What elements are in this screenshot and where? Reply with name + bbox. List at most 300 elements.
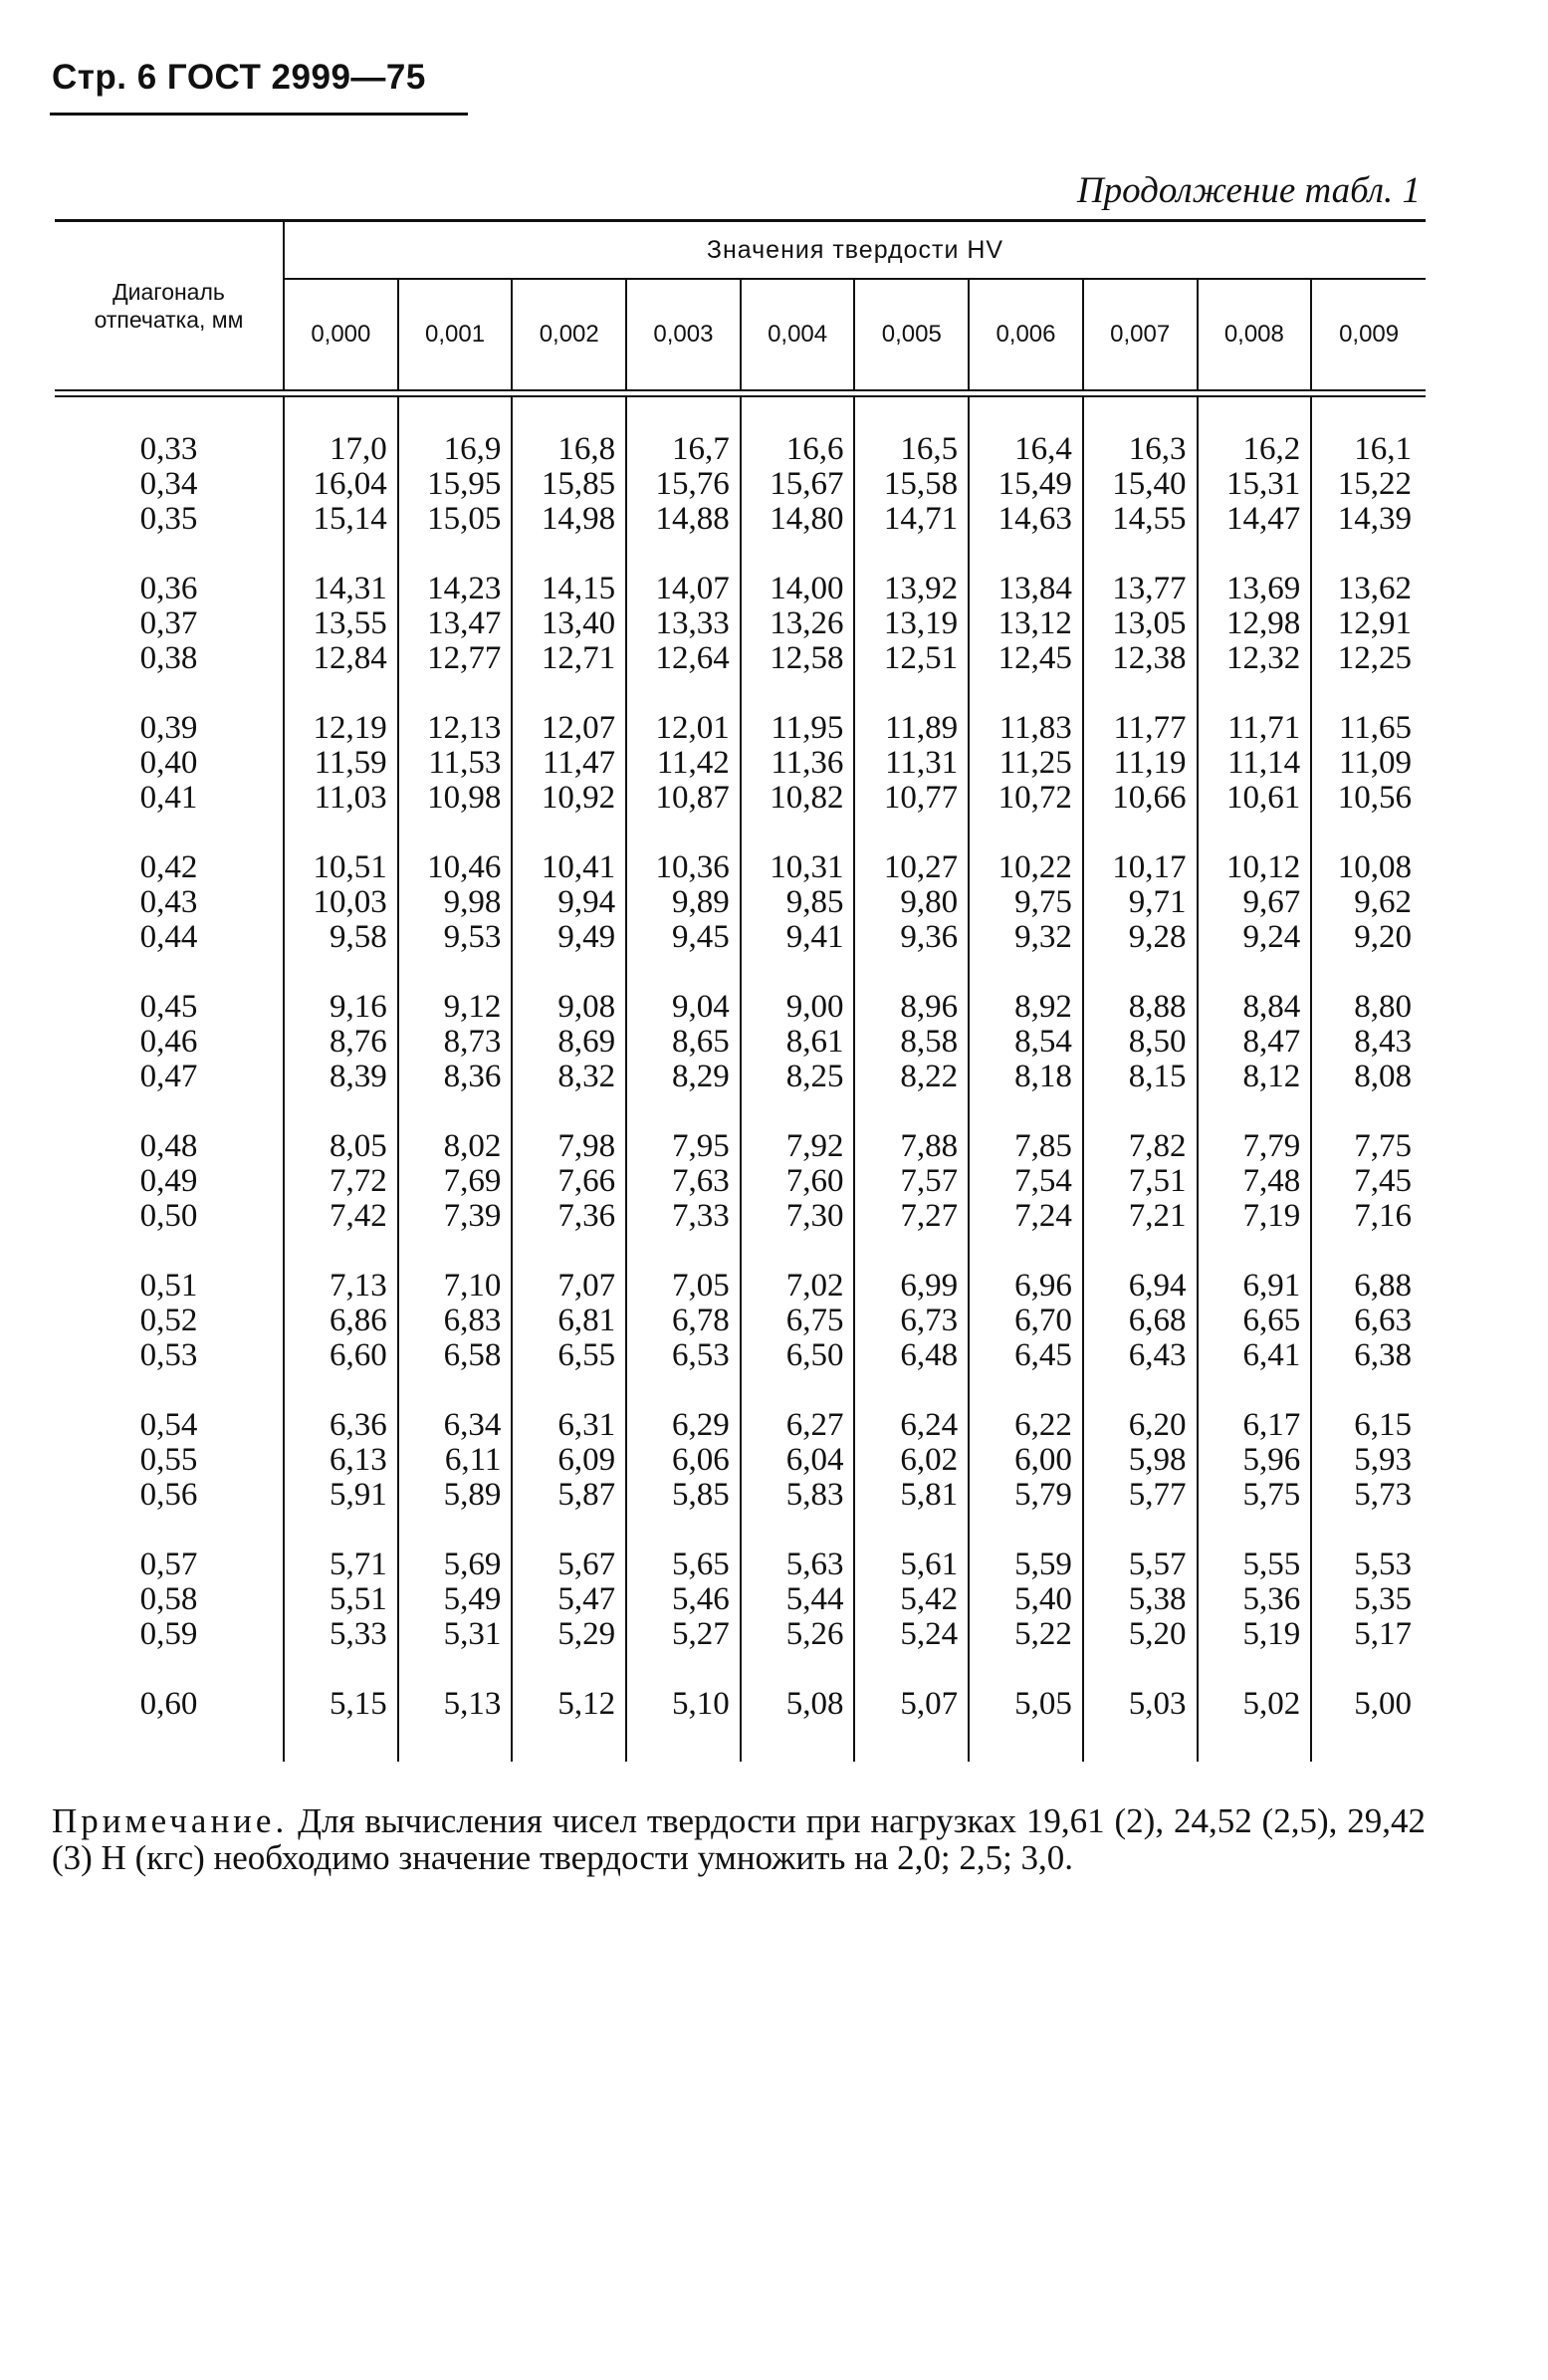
table-continuation-label: Продолжение табл. 1 bbox=[1076, 170, 1421, 211]
hardness-value-cell: 15,22 bbox=[1337, 466, 1412, 502]
hardness-table-container bbox=[55, 219, 1426, 1762]
column-header: 0,003 bbox=[626, 279, 741, 390]
hardness-value-cell: 10,46 bbox=[398, 850, 513, 885]
table-row bbox=[55, 1443, 1426, 1478]
hardness-value-cell: 8,69 bbox=[512, 1025, 626, 1060]
hardness-value-cell: 5,38 bbox=[1083, 1582, 1198, 1617]
hardness-value-cell: 11,59 bbox=[284, 746, 398, 781]
hardness-value-cell: 6,45 bbox=[969, 1338, 1083, 1373]
hardness-value-cell: 6,04 bbox=[741, 1443, 855, 1478]
table-row bbox=[55, 1547, 1426, 1582]
hardness-value-cell: 16,8 bbox=[512, 432, 626, 467]
hardness-value-cell: 6,22 bbox=[969, 1408, 1083, 1443]
hardness-value-cell: 5,83 bbox=[741, 1478, 855, 1513]
hardness-value-cell: 8,84 bbox=[1198, 990, 1312, 1025]
table-row bbox=[55, 711, 1426, 746]
table-row bbox=[55, 432, 1426, 467]
column-header: 0,008 bbox=[1198, 279, 1312, 390]
row-spacer bbox=[55, 537, 1426, 572]
hardness-value-cell: 6,81 bbox=[512, 1304, 626, 1338]
hardness-value-cell: 9,49 bbox=[512, 920, 626, 955]
hardness-value-cell: 10,41 bbox=[512, 850, 626, 885]
hardness-value-cell: 10,87 bbox=[626, 781, 741, 816]
hardness-value-cell: 8,18 bbox=[969, 1060, 1083, 1094]
hardness-value-cell: 10,08 bbox=[1337, 849, 1412, 885]
row-spacer bbox=[55, 1094, 1426, 1129]
table-row bbox=[55, 990, 1426, 1025]
hardness-value-cell: 13,55 bbox=[284, 606, 398, 641]
hardness-value-cell: 15,05 bbox=[398, 502, 513, 537]
diagonal-cell: 0,50 bbox=[55, 1199, 284, 1234]
hardness-value-cell: 8,02 bbox=[398, 1129, 513, 1164]
hardness-value-cell: 7,45 bbox=[1354, 1163, 1412, 1199]
hardness-value-cell: 10,03 bbox=[284, 885, 398, 920]
hardness-value-cell: 6,63 bbox=[1354, 1303, 1412, 1338]
hardness-value-cell: 7,19 bbox=[1198, 1199, 1312, 1234]
hardness-value-cell: 7,72 bbox=[284, 1164, 398, 1199]
hardness-value-cell: 5,51 bbox=[284, 1582, 398, 1617]
hardness-value-cell: 5,40 bbox=[969, 1582, 1083, 1617]
diagonal-cell: 0,56 bbox=[55, 1478, 284, 1513]
hardness-value-cell: 8,61 bbox=[741, 1025, 855, 1060]
hardness-value-cell: 6,11 bbox=[398, 1443, 513, 1478]
hardness-value-cell: 7,98 bbox=[512, 1129, 626, 1164]
hardness-value-cell: 15,85 bbox=[512, 467, 626, 502]
hardness-value-cell: 9,28 bbox=[1083, 920, 1198, 955]
hardness-value-cell: 15,58 bbox=[854, 467, 969, 502]
header-rule bbox=[50, 113, 468, 116]
table-row bbox=[55, 572, 1426, 606]
table-row bbox=[55, 1408, 1426, 1443]
diagonal-cell: 0,57 bbox=[55, 1547, 284, 1582]
hardness-value-cell: 13,05 bbox=[1083, 606, 1198, 641]
hardness-value-cell: 11,95 bbox=[741, 711, 855, 746]
hardness-value-cell: 6,31 bbox=[512, 1408, 626, 1443]
hardness-value-cell: 5,55 bbox=[1198, 1547, 1312, 1582]
column-header: 0,002 bbox=[512, 279, 626, 390]
hardness-value-cell: 9,62 bbox=[1354, 884, 1412, 920]
column-header: 0,009 bbox=[1339, 321, 1400, 348]
hardness-value-cell: 16,6 bbox=[741, 432, 855, 467]
hardness-value-cell: 8,65 bbox=[626, 1025, 741, 1060]
table-row bbox=[55, 467, 1426, 502]
hardness-value-cell: 16,9 bbox=[398, 432, 513, 467]
hardness-value-cell: 11,47 bbox=[512, 746, 626, 781]
hardness-value-cell: 5,08 bbox=[741, 1687, 855, 1722]
hardness-value-cell: 9,12 bbox=[398, 990, 513, 1025]
hardness-value-cell: 6,02 bbox=[854, 1443, 969, 1478]
hardness-value-cell: 14,07 bbox=[626, 572, 741, 606]
hardness-value-cell: 9,16 bbox=[284, 990, 398, 1025]
diagonal-cell: 0,39 bbox=[55, 711, 284, 746]
hardness-value-cell: 8,39 bbox=[284, 1060, 398, 1094]
row-spacer bbox=[55, 396, 1426, 432]
hardness-value-cell: 7,82 bbox=[1083, 1129, 1198, 1164]
hardness-value-cell: 10,12 bbox=[1198, 850, 1312, 885]
diagonal-cell: 0,52 bbox=[55, 1304, 284, 1338]
hardness-value-cell: 12,19 bbox=[284, 711, 398, 746]
hardness-value-cell: 6,34 bbox=[398, 1408, 513, 1443]
hardness-value-cell: 5,07 bbox=[854, 1687, 969, 1722]
row-spacer bbox=[55, 955, 1426, 990]
hardness-value-cell: 16,7 bbox=[626, 432, 741, 467]
hardness-value-cell: 5,93 bbox=[1354, 1442, 1412, 1478]
table-row bbox=[55, 1129, 1426, 1164]
hardness-value-cell: 15,67 bbox=[741, 467, 855, 502]
hardness-value-cell: 6,00 bbox=[969, 1443, 1083, 1478]
hardness-value-cell: 6,86 bbox=[284, 1304, 398, 1338]
hardness-value-cell: 8,47 bbox=[1198, 1025, 1312, 1060]
hardness-value-cell: 11,25 bbox=[969, 746, 1083, 781]
hardness-value-cell: 5,10 bbox=[626, 1687, 741, 1722]
column-header: 0,006 bbox=[969, 279, 1083, 390]
hardness-value-cell: 12,98 bbox=[1198, 606, 1312, 641]
hardness-value-cell: 8,08 bbox=[1354, 1059, 1412, 1094]
hardness-value-cell: 6,78 bbox=[626, 1304, 741, 1338]
hardness-value-cell: 9,71 bbox=[1083, 885, 1198, 920]
hardness-value-cell: 8,29 bbox=[626, 1060, 741, 1094]
hardness-value-cell: 10,36 bbox=[626, 850, 741, 885]
hardness-value-cell: 9,41 bbox=[741, 920, 855, 955]
diagonal-cell: 0,48 bbox=[55, 1129, 284, 1164]
hardness-value-cell: 6,83 bbox=[398, 1304, 513, 1338]
hardness-value-cell: 5,29 bbox=[512, 1617, 626, 1652]
hardness-value-cell: 7,88 bbox=[854, 1129, 969, 1164]
hardness-value-cell: 10,92 bbox=[512, 781, 626, 816]
hardness-value-cell: 6,29 bbox=[626, 1408, 741, 1443]
hardness-value-cell: 13,26 bbox=[741, 606, 855, 641]
hardness-value-cell: 5,05 bbox=[969, 1687, 1083, 1722]
hardness-value-cell: 6,13 bbox=[284, 1443, 398, 1478]
hardness-value-cell: 5,33 bbox=[284, 1617, 398, 1652]
hardness-value-cell: 6,36 bbox=[284, 1408, 398, 1443]
diagonal-cell: 0,49 bbox=[55, 1164, 284, 1199]
hardness-value-cell: 9,24 bbox=[1198, 920, 1312, 955]
hardness-value-cell: 8,22 bbox=[854, 1060, 969, 1094]
hardness-value-cell: 6,41 bbox=[1198, 1338, 1312, 1373]
table-row bbox=[55, 746, 1426, 781]
hardness-value-cell: 7,10 bbox=[398, 1269, 513, 1304]
hardness-value-cell: 16,1 bbox=[1354, 431, 1412, 467]
hardness-value-cell: 5,46 bbox=[626, 1582, 741, 1617]
hardness-value-cell: 14,23 bbox=[398, 572, 513, 606]
hardness-value-cell: 5,53 bbox=[1354, 1547, 1412, 1582]
hardness-value-cell: 9,58 bbox=[284, 920, 398, 955]
column-header: 0,004 bbox=[741, 279, 855, 390]
hardness-value-cell: 8,50 bbox=[1083, 1025, 1198, 1060]
column-header: 0,000 bbox=[284, 279, 398, 390]
hardness-value-cell: 6,68 bbox=[1083, 1304, 1198, 1338]
page-header: Стр. 6 ГОСТ 2999—75 bbox=[52, 58, 426, 97]
hardness-value-cell: 6,70 bbox=[969, 1304, 1083, 1338]
hardness-value-cell: 8,73 bbox=[398, 1025, 513, 1060]
hardness-value-cell: 13,47 bbox=[398, 606, 513, 641]
hardness-value-cell: 5,75 bbox=[1198, 1478, 1312, 1513]
table-row bbox=[55, 1478, 1426, 1513]
hardness-value-cell: 6,91 bbox=[1198, 1269, 1312, 1304]
hardness-group-header: Значения твердости HV bbox=[284, 221, 1426, 280]
row-spacer bbox=[55, 1234, 1426, 1269]
table-row bbox=[55, 606, 1426, 641]
diagonal-cell: 0,44 bbox=[55, 920, 284, 955]
hardness-value-cell: 11,03 bbox=[284, 781, 398, 816]
hardness-value-cell: 5,79 bbox=[969, 1478, 1083, 1513]
hardness-value-cell: 10,56 bbox=[1337, 780, 1412, 816]
hardness-value-cell: 9,94 bbox=[512, 885, 626, 920]
hardness-value-cell: 5,81 bbox=[854, 1478, 969, 1513]
hardness-value-cell: 12,38 bbox=[1083, 641, 1198, 676]
hardness-value-cell: 5,71 bbox=[284, 1547, 398, 1582]
diagonal-cell: 0,33 bbox=[55, 432, 284, 467]
hardness-value-cell: 13,92 bbox=[854, 572, 969, 606]
hardness-value-cell: 8,54 bbox=[969, 1025, 1083, 1060]
hardness-value-cell: 7,51 bbox=[1083, 1164, 1198, 1199]
hardness-value-cell: 13,33 bbox=[626, 606, 741, 641]
hardness-value-cell: 13,62 bbox=[1337, 571, 1412, 606]
diagonal-cell: 0,59 bbox=[55, 1617, 284, 1652]
hardness-value-cell: 15,49 bbox=[969, 467, 1083, 502]
diagonal-cell: 0,51 bbox=[55, 1269, 284, 1304]
hardness-value-cell: 14,00 bbox=[741, 572, 855, 606]
hardness-value-cell: 6,09 bbox=[512, 1443, 626, 1478]
hardness-value-cell: 6,88 bbox=[1354, 1268, 1412, 1304]
hardness-value-cell: 6,20 bbox=[1083, 1408, 1198, 1443]
note-label: Примечание. bbox=[52, 1801, 289, 1840]
hardness-value-cell: 10,82 bbox=[741, 781, 855, 816]
hardness-value-cell: 5,57 bbox=[1083, 1547, 1198, 1582]
hardness-value-cell: 5,63 bbox=[741, 1547, 855, 1582]
hardness-value-cell: 7,21 bbox=[1083, 1199, 1198, 1234]
hardness-value-cell: 5,03 bbox=[1083, 1687, 1198, 1722]
table-row bbox=[55, 920, 1426, 955]
hardness-value-cell: 14,80 bbox=[741, 502, 855, 537]
hardness-value-cell: 6,60 bbox=[284, 1338, 398, 1373]
hardness-value-cell: 7,36 bbox=[512, 1199, 626, 1234]
row-spacer bbox=[55, 1513, 1426, 1547]
hardness-value-cell: 8,76 bbox=[284, 1025, 398, 1060]
hardness-value-cell: 7,75 bbox=[1354, 1128, 1412, 1164]
hardness-value-cell: 10,66 bbox=[1083, 781, 1198, 816]
hardness-value-cell: 9,67 bbox=[1198, 885, 1312, 920]
hardness-value-cell: 9,98 bbox=[398, 885, 513, 920]
hardness-value-cell: 12,64 bbox=[626, 641, 741, 676]
diagonal-cell: 0,41 bbox=[55, 781, 284, 816]
diagonal-cell: 0,34 bbox=[55, 467, 284, 502]
table-row bbox=[55, 1025, 1426, 1060]
hardness-value-cell: 8,80 bbox=[1354, 989, 1412, 1025]
hardness-value-cell: 5,87 bbox=[512, 1478, 626, 1513]
hardness-value-cell: 7,79 bbox=[1198, 1129, 1312, 1164]
hardness-value-cell: 16,2 bbox=[1198, 432, 1312, 467]
hardness-value-cell: 12,58 bbox=[741, 641, 855, 676]
hardness-value-cell: 8,58 bbox=[854, 1025, 969, 1060]
hardness-value-cell: 13,69 bbox=[1198, 572, 1312, 606]
hardness-value-cell: 10,61 bbox=[1198, 781, 1312, 816]
hardness-value-cell: 11,77 bbox=[1083, 711, 1198, 746]
table-row bbox=[55, 641, 1426, 676]
hardness-value-cell: 5,02 bbox=[1198, 1687, 1312, 1722]
hardness-value-cell: 10,98 bbox=[398, 781, 513, 816]
hardness-value-cell: 5,15 bbox=[284, 1687, 398, 1722]
hardness-value-cell: 11,36 bbox=[741, 746, 855, 781]
hardness-value-cell: 8,92 bbox=[969, 990, 1083, 1025]
diagonal-cell: 0,54 bbox=[55, 1408, 284, 1443]
hardness-value-cell: 11,53 bbox=[398, 746, 513, 781]
table-row bbox=[55, 1199, 1426, 1234]
hardness-value-cell: 10,51 bbox=[284, 850, 398, 885]
hardness-value-cell: 5,67 bbox=[512, 1547, 626, 1582]
hardness-value-cell: 5,27 bbox=[626, 1617, 741, 1652]
hardness-value-cell: 11,65 bbox=[1338, 710, 1412, 746]
table-row bbox=[55, 1304, 1426, 1338]
hardness-value-cell: 12,91 bbox=[1337, 605, 1412, 641]
hardness-value-cell: 6,99 bbox=[854, 1269, 969, 1304]
hardness-value-cell: 5,35 bbox=[1354, 1581, 1412, 1617]
hardness-value-cell: 7,05 bbox=[626, 1269, 741, 1304]
diagonal-cell: 0,36 bbox=[55, 572, 284, 606]
table-note bbox=[52, 1802, 1426, 1876]
hardness-value-cell: 7,48 bbox=[1198, 1164, 1312, 1199]
hardness-value-cell: 5,20 bbox=[1083, 1617, 1198, 1652]
hardness-value-cell: 6,43 bbox=[1083, 1338, 1198, 1373]
hardness-value-cell: 9,04 bbox=[626, 990, 741, 1025]
hardness-value-cell: 12,45 bbox=[969, 641, 1083, 676]
hardness-value-cell: 12,25 bbox=[1337, 640, 1412, 676]
hardness-value-cell: 5,00 bbox=[1354, 1686, 1412, 1722]
hardness-value-cell: 6,58 bbox=[398, 1338, 513, 1373]
hardness-value-cell: 14,39 bbox=[1337, 501, 1412, 537]
diagonal-cell: 0,40 bbox=[55, 746, 284, 781]
hardness-value-cell: 9,08 bbox=[512, 990, 626, 1025]
hardness-value-cell: 10,72 bbox=[969, 781, 1083, 816]
hardness-value-cell: 9,36 bbox=[854, 920, 969, 955]
hardness-value-cell: 16,5 bbox=[854, 432, 969, 467]
table-body bbox=[55, 396, 1426, 1762]
hardness-value-cell: 5,13 bbox=[398, 1687, 513, 1722]
hardness-value-cell: 6,38 bbox=[1354, 1337, 1412, 1373]
table-row bbox=[55, 1617, 1426, 1652]
hardness-value-cell: 12,77 bbox=[398, 641, 513, 676]
hardness-value-cell: 5,17 bbox=[1354, 1616, 1412, 1652]
note-text: Для вычисления чисел твердости при нагрузках 19,61 (2), 24,52 (2,5), 29,42 (3) Н (кгс) необходимо значение твердости умножить на 2,0; 2,5; 3,0. bbox=[52, 1801, 1426, 1877]
hardness-value-cell: 9,00 bbox=[741, 990, 855, 1025]
hardness-value-cell: 5,22 bbox=[969, 1617, 1083, 1652]
column-header: 0,001 bbox=[398, 279, 513, 390]
column-header: 0,005 bbox=[854, 279, 969, 390]
hardness-value-cell: 15,76 bbox=[626, 467, 741, 502]
hardness-value-cell: 9,32 bbox=[969, 920, 1083, 955]
hardness-value-cell: 12,51 bbox=[854, 641, 969, 676]
hardness-value-cell: 15,40 bbox=[1083, 467, 1198, 502]
hardness-value-cell: 14,15 bbox=[512, 572, 626, 606]
hardness-value-cell: 9,85 bbox=[741, 885, 855, 920]
diagonal-cell: 0,37 bbox=[55, 606, 284, 641]
hardness-value-cell: 6,48 bbox=[854, 1338, 969, 1373]
diagonal-cell: 0,60 bbox=[55, 1687, 284, 1722]
hardness-value-cell: 8,43 bbox=[1354, 1024, 1412, 1060]
hardness-value-cell: 7,85 bbox=[969, 1129, 1083, 1164]
hardness-value-cell: 9,75 bbox=[969, 885, 1083, 920]
hardness-value-cell: 7,27 bbox=[854, 1199, 969, 1234]
hardness-value-cell: 10,27 bbox=[854, 850, 969, 885]
hardness-value-cell: 7,13 bbox=[284, 1269, 398, 1304]
hardness-value-cell: 11,89 bbox=[854, 711, 969, 746]
table-row bbox=[55, 1060, 1426, 1094]
hardness-value-cell: 10,77 bbox=[854, 781, 969, 816]
hardness-value-cell: 7,69 bbox=[398, 1164, 513, 1199]
hardness-value-cell: 11,42 bbox=[626, 746, 741, 781]
hardness-value-cell: 13,19 bbox=[854, 606, 969, 641]
diagonal-cell: 0,47 bbox=[55, 1060, 284, 1094]
row-spacer bbox=[55, 1373, 1426, 1408]
hardness-value-cell: 9,20 bbox=[1354, 919, 1412, 955]
hardness-value-cell: 7,63 bbox=[626, 1164, 741, 1199]
hardness-value-cell: 7,07 bbox=[512, 1269, 626, 1304]
hardness-value-cell: 8,96 bbox=[854, 990, 969, 1025]
row-spacer bbox=[55, 816, 1426, 850]
hardness-value-cell: 6,94 bbox=[1083, 1269, 1198, 1304]
hardness-value-cell: 14,63 bbox=[969, 502, 1083, 537]
hardness-value-cell: 5,44 bbox=[741, 1582, 855, 1617]
hardness-value-cell: 6,65 bbox=[1198, 1304, 1312, 1338]
table-row bbox=[55, 502, 1426, 537]
hardness-value-cell: 6,17 bbox=[1198, 1408, 1312, 1443]
hardness-value-cell: 8,12 bbox=[1198, 1060, 1312, 1094]
hardness-value-cell: 6,24 bbox=[854, 1408, 969, 1443]
hardness-value-cell: 16,04 bbox=[284, 467, 398, 502]
hardness-value-cell: 12,32 bbox=[1198, 641, 1312, 676]
table-row bbox=[55, 1582, 1426, 1617]
hardness-value-cell: 7,24 bbox=[969, 1199, 1083, 1234]
hardness-value-cell: 13,12 bbox=[969, 606, 1083, 641]
hardness-value-cell: 6,15 bbox=[1354, 1407, 1412, 1443]
table-row bbox=[55, 781, 1426, 816]
hardness-value-cell: 12,71 bbox=[512, 641, 626, 676]
hardness-value-cell: 6,50 bbox=[741, 1338, 855, 1373]
hardness-value-cell: 14,55 bbox=[1083, 502, 1198, 537]
hardness-value-cell: 5,89 bbox=[398, 1478, 513, 1513]
hardness-value-cell: 5,12 bbox=[512, 1687, 626, 1722]
hardness-value-cell: 11,09 bbox=[1338, 745, 1412, 781]
hardness-value-cell: 5,65 bbox=[626, 1547, 741, 1582]
row-spacer bbox=[55, 1722, 1426, 1762]
hardness-value-cell: 6,75 bbox=[741, 1304, 855, 1338]
hardness-value-cell: 17,0 bbox=[284, 432, 398, 467]
hardness-value-cell: 5,77 bbox=[1083, 1478, 1198, 1513]
hardness-value-cell: 11,14 bbox=[1198, 746, 1312, 781]
hardness-value-cell: 7,66 bbox=[512, 1164, 626, 1199]
hardness-value-cell: 7,60 bbox=[741, 1164, 855, 1199]
hardness-value-cell: 8,32 bbox=[512, 1060, 626, 1094]
diagonal-cell: 0,45 bbox=[55, 990, 284, 1025]
row-spacer bbox=[55, 676, 1426, 711]
diagonal-cell: 0,46 bbox=[55, 1025, 284, 1060]
hardness-value-cell: 6,73 bbox=[854, 1304, 969, 1338]
hardness-value-cell: 7,57 bbox=[854, 1164, 969, 1199]
hardness-value-cell: 7,92 bbox=[741, 1129, 855, 1164]
hardness-value-cell: 12,13 bbox=[398, 711, 513, 746]
diagonal-column-header: Диагональ отпечатка, мм bbox=[55, 221, 284, 391]
hardness-value-cell: 12,01 bbox=[626, 711, 741, 746]
hardness-value-cell: 7,30 bbox=[741, 1199, 855, 1234]
hardness-value-cell: 8,88 bbox=[1083, 990, 1198, 1025]
hardness-value-cell: 5,49 bbox=[398, 1582, 513, 1617]
hardness-value-cell: 9,53 bbox=[398, 920, 513, 955]
hardness-value-cell: 5,85 bbox=[626, 1478, 741, 1513]
hardness-value-cell: 11,19 bbox=[1083, 746, 1198, 781]
hardness-table bbox=[55, 219, 1426, 1762]
hardness-value-cell: 15,31 bbox=[1198, 467, 1312, 502]
